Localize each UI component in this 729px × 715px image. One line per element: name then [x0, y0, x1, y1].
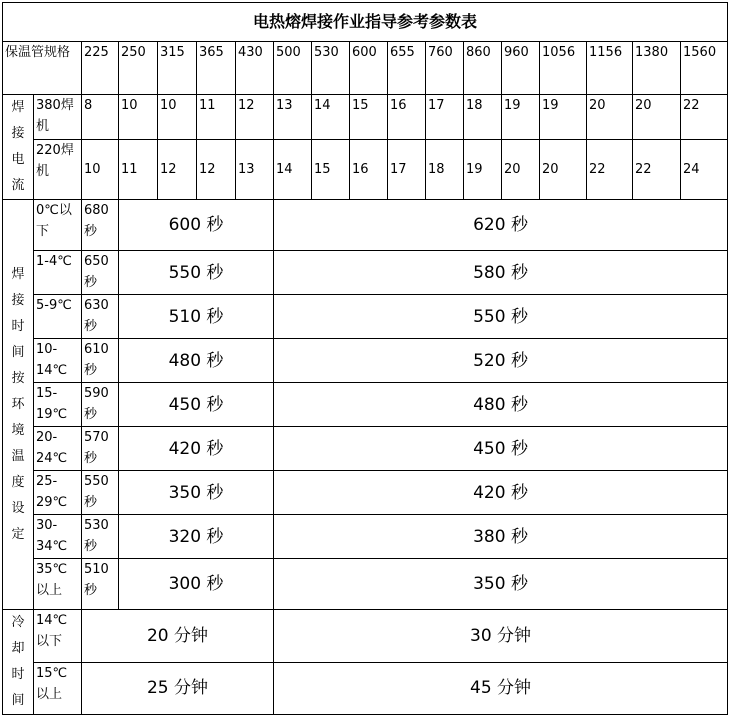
size-315: 315	[158, 42, 197, 95]
table-title: 电热熔焊接作业指导参考参数表	[3, 3, 728, 42]
temp-label: 0℃以下	[34, 200, 82, 251]
current-value: 16	[388, 95, 426, 140]
current-value: 20	[502, 139, 540, 199]
weld-time-mid: 300 秒	[119, 559, 274, 610]
size-760: 760	[426, 42, 464, 95]
size-960: 960	[502, 42, 540, 95]
current-value: 10	[119, 95, 158, 140]
current-value: 15	[350, 95, 388, 140]
size-250: 250	[119, 42, 158, 95]
current-value: 19	[502, 95, 540, 140]
current-group-label: 焊接电流	[3, 95, 34, 200]
weld-time-mid: 600 秒	[119, 200, 274, 251]
size-860: 860	[464, 42, 502, 95]
weld-time-225: 570秒	[82, 427, 119, 471]
weld-time-mid: 320 秒	[119, 515, 274, 559]
temp-label: 10-14℃	[34, 339, 82, 383]
temp-label: 25-29℃	[34, 471, 82, 515]
current-value: 15	[312, 139, 350, 199]
current-value: 10	[82, 139, 119, 199]
weld-time-225: 530秒	[82, 515, 119, 559]
current-value: 12	[236, 95, 274, 140]
size-365: 365	[197, 42, 236, 95]
weld-time-225: 680秒	[82, 200, 119, 251]
current-value: 12	[197, 139, 236, 199]
temp-label: 35℃以上	[34, 559, 82, 610]
current-value: 13	[274, 95, 312, 140]
size-500: 500	[274, 42, 312, 95]
current-value: 14	[312, 95, 350, 140]
weld-time-225: 550秒	[82, 471, 119, 515]
size-655: 655	[388, 42, 426, 95]
size-225: 225	[82, 42, 119, 95]
size-label: 保温管规格	[3, 42, 82, 95]
weld-time-group-label: 焊接时间按环境温度设定	[3, 200, 34, 610]
current-value: 24	[681, 139, 728, 199]
weld-time-right: 480 秒	[274, 383, 728, 427]
current-value: 18	[426, 139, 464, 199]
cooling-time-right: 30 分钟	[274, 610, 728, 663]
current-value: 11	[197, 95, 236, 140]
size-530: 530	[312, 42, 350, 95]
current-value: 22	[587, 139, 633, 199]
current-value: 12	[158, 139, 197, 199]
current-value: 20	[633, 95, 681, 140]
weld-time-225: 650秒	[82, 251, 119, 295]
current-value: 22	[681, 95, 728, 140]
temp-label: 15-19℃	[34, 383, 82, 427]
weld-time-225: 510秒	[82, 559, 119, 610]
temp-label: 30-34℃	[34, 515, 82, 559]
weld-time-right: 520 秒	[274, 339, 728, 383]
parameter-table	[2, 2, 728, 715]
current-row-label: 380焊机	[34, 95, 82, 140]
cooling-time-right: 45 分钟	[274, 662, 728, 715]
weld-time-mid: 550 秒	[119, 251, 274, 295]
size-1560: 1560	[681, 42, 728, 95]
current-value: 13	[236, 139, 274, 199]
current-value: 17	[388, 139, 426, 199]
weld-time-right: 620 秒	[274, 200, 728, 251]
size-1380: 1380	[633, 42, 681, 95]
current-value: 20	[540, 139, 587, 199]
weld-time-right: 350 秒	[274, 559, 728, 610]
size-1156: 1156	[587, 42, 633, 95]
cooling-time-mid: 25 分钟	[82, 662, 274, 715]
weld-time-right: 420 秒	[274, 471, 728, 515]
current-value: 17	[426, 95, 464, 140]
current-value: 20	[587, 95, 633, 140]
current-value: 11	[119, 139, 158, 199]
weld-time-mid: 420 秒	[119, 427, 274, 471]
current-value: 18	[464, 95, 502, 140]
temp-label: 20-24℃	[34, 427, 82, 471]
weld-time-mid: 480 秒	[119, 339, 274, 383]
current-value: 16	[350, 139, 388, 199]
cooling-time-mid: 20 分钟	[82, 610, 274, 663]
current-value: 14	[274, 139, 312, 199]
weld-time-right: 380 秒	[274, 515, 728, 559]
weld-time-225: 610秒	[82, 339, 119, 383]
weld-time-right: 580 秒	[274, 251, 728, 295]
temp-label: 14℃以下	[34, 610, 82, 663]
cooling-group-label: 冷却时间	[3, 610, 34, 715]
temp-label: 5-9℃	[34, 295, 82, 339]
current-value: 8	[82, 95, 119, 140]
weld-time-225: 590秒	[82, 383, 119, 427]
size-430: 430	[236, 42, 274, 95]
weld-time-right: 550 秒	[274, 295, 728, 339]
current-value: 22	[633, 139, 681, 199]
current-value: 19	[540, 95, 587, 140]
weld-time-mid: 350 秒	[119, 471, 274, 515]
weld-time-225: 630秒	[82, 295, 119, 339]
size-1056: 1056	[540, 42, 587, 95]
temp-label: 15℃以上	[34, 662, 82, 715]
size-600: 600	[350, 42, 388, 95]
temp-label: 1-4℃	[34, 251, 82, 295]
current-value: 19	[464, 139, 502, 199]
current-value: 10	[158, 95, 197, 140]
current-row-label: 220焊机	[34, 139, 82, 199]
weld-time-mid: 450 秒	[119, 383, 274, 427]
weld-time-mid: 510 秒	[119, 295, 274, 339]
weld-time-right: 450 秒	[274, 427, 728, 471]
